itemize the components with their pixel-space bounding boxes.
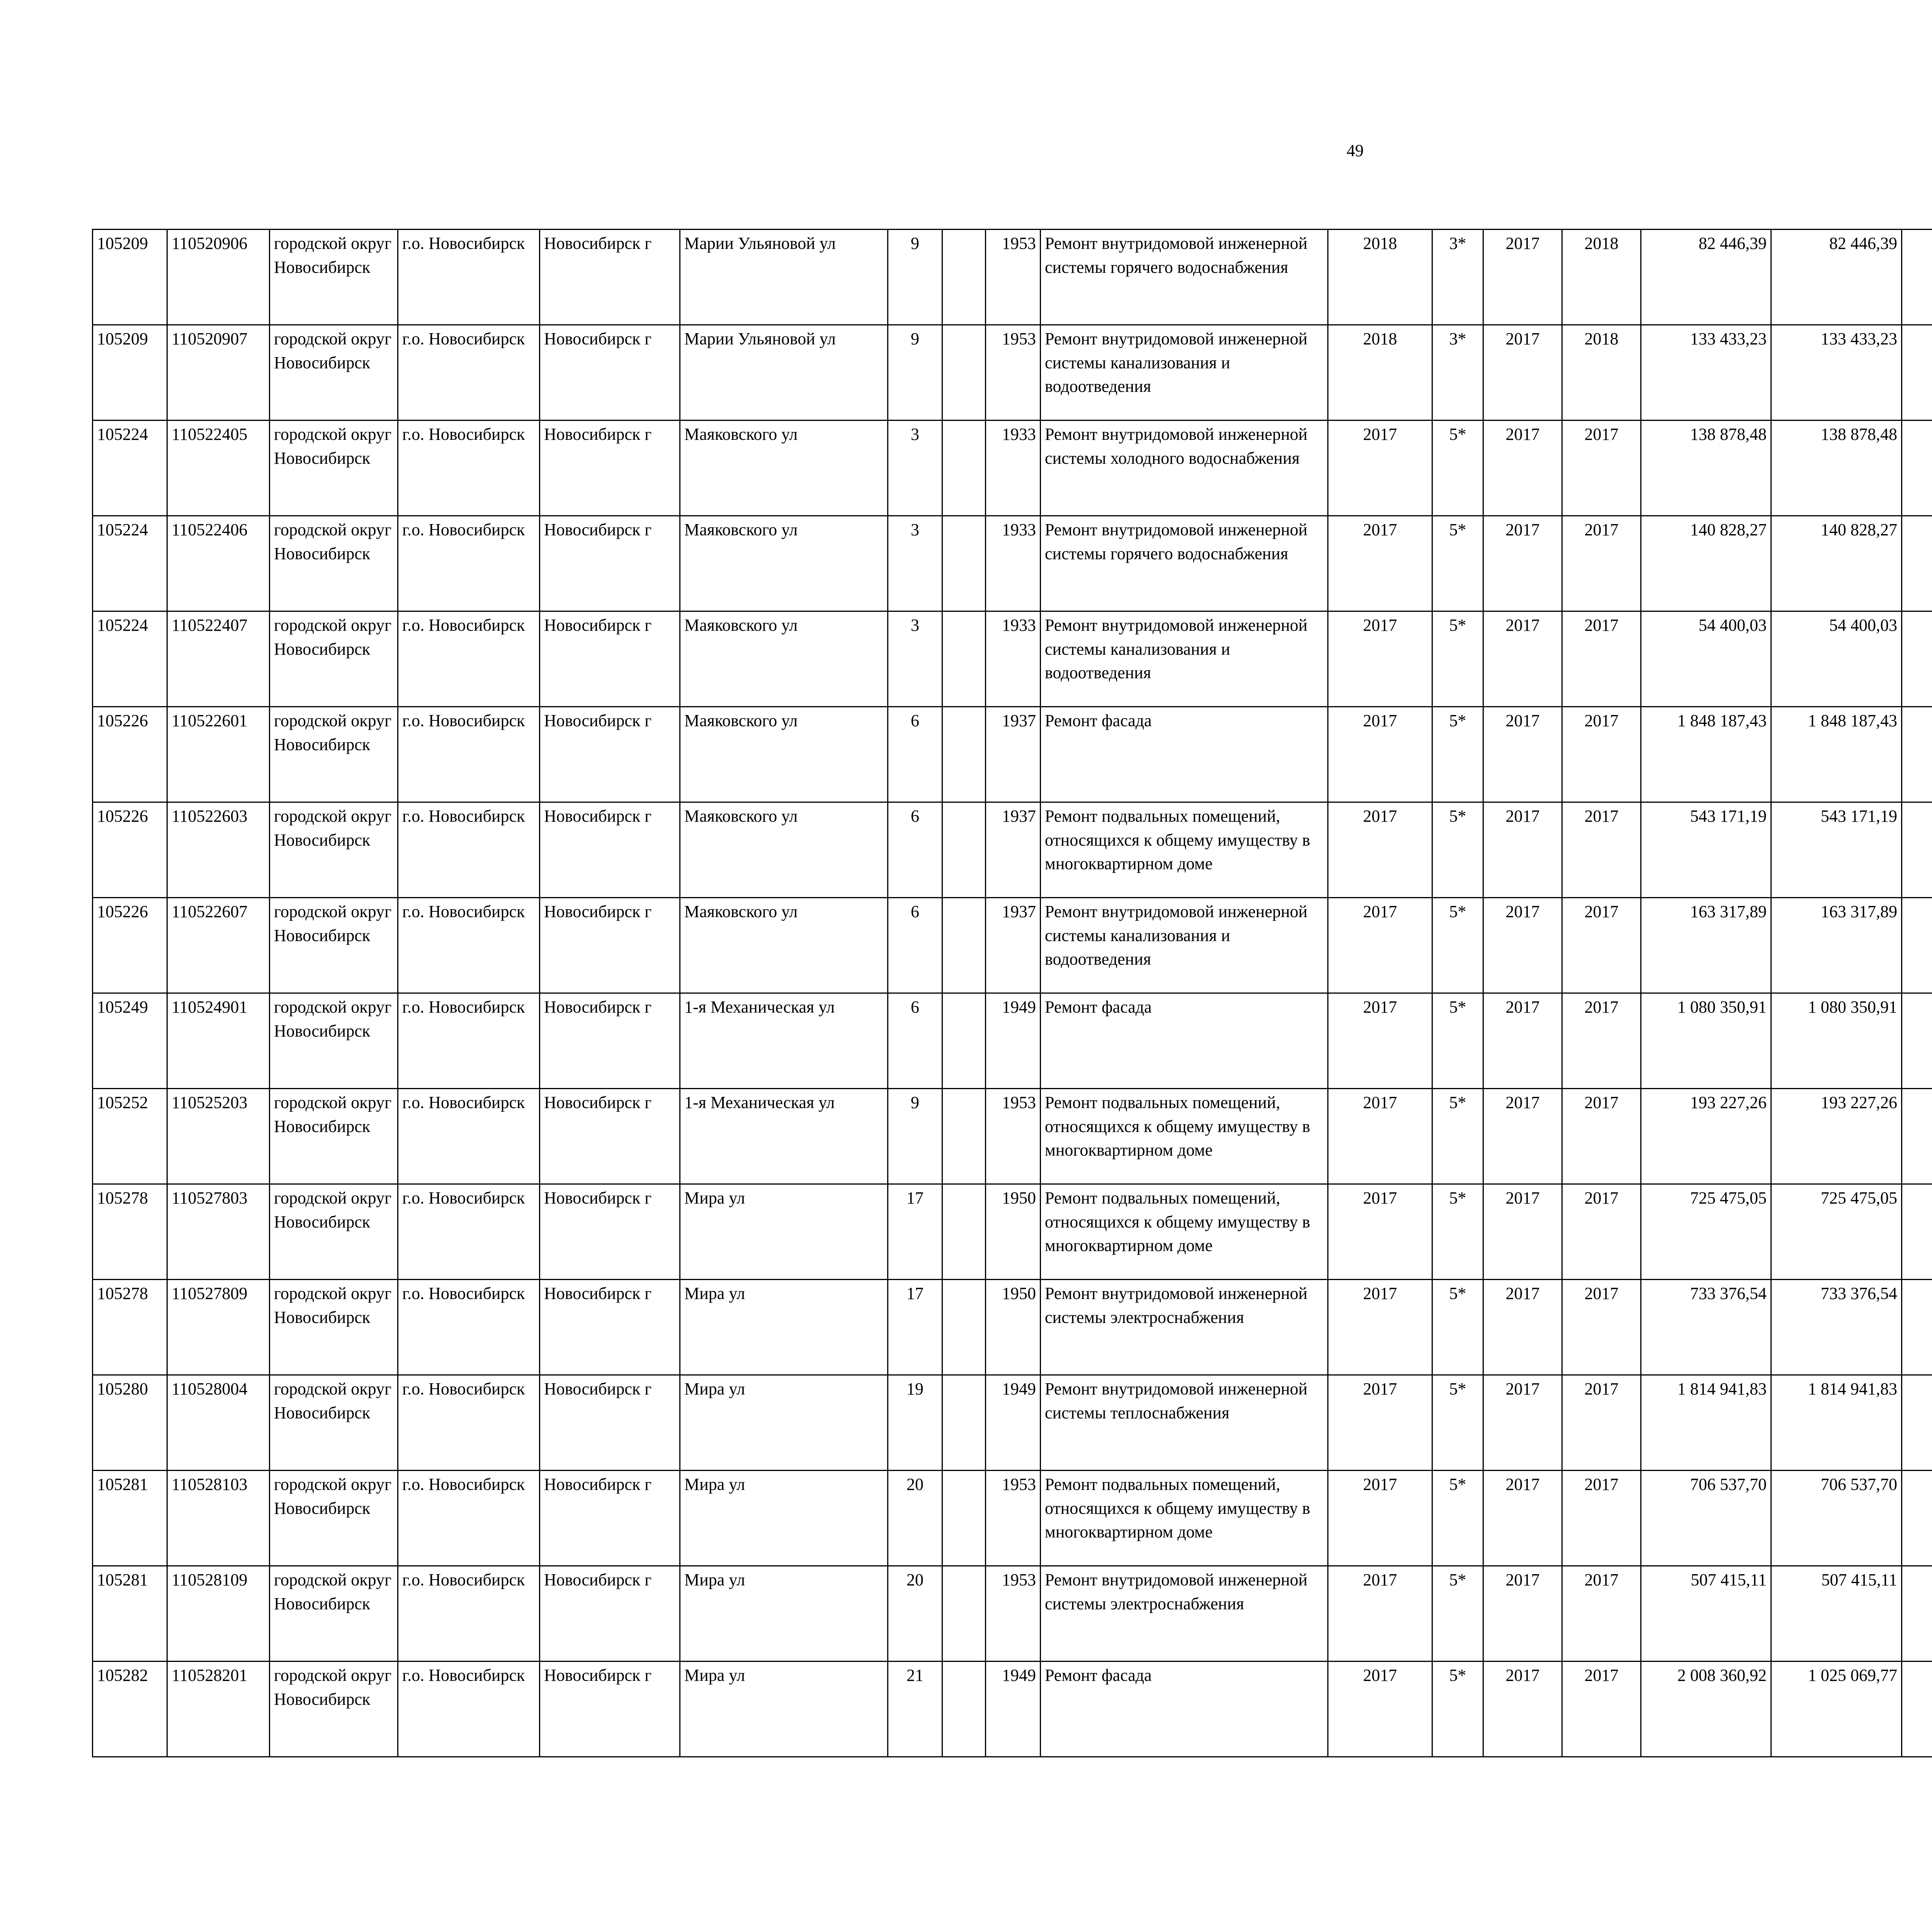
empty-cell (1902, 421, 1932, 516)
row-id-cell: 105278 (93, 1280, 167, 1375)
house-number-cell: 9 (888, 230, 942, 325)
fund-cost-cell: 1 814 941,83 (1771, 1375, 1902, 1471)
building-cell (942, 1566, 986, 1662)
district-cell: городской округ Новосибирск (270, 898, 398, 993)
row-id-cell: 105224 (93, 611, 167, 707)
city-cell: Новосибирск г (540, 1089, 680, 1184)
plan-year-cell: 2017 (1328, 1089, 1432, 1184)
city-cell: Новосибирск г (540, 1280, 680, 1375)
row-id-cell: 105282 (93, 1662, 167, 1757)
year-to-cell: 2017 (1562, 707, 1641, 802)
priority-cell: 5* (1432, 707, 1483, 802)
building-cell (942, 325, 986, 421)
house-number-cell: 20 (888, 1566, 942, 1662)
house-number-cell: 6 (888, 993, 942, 1089)
year-built-cell: 1933 (986, 516, 1041, 611)
row-code-cell: 110522603 (167, 802, 270, 898)
work-type-cell: Ремонт подвальных помещений, относящихся к общему имуществу в многоквартирном доме (1041, 1089, 1328, 1184)
year-from-cell: 2017 (1483, 898, 1562, 993)
building-cell (942, 1184, 986, 1280)
year-to-cell: 2017 (1562, 802, 1641, 898)
total-cost-cell: 54 400,03 (1641, 611, 1771, 707)
work-type-cell: Ремонт фасада (1041, 707, 1328, 802)
municipality-cell: г.о. Новосибирск (398, 230, 540, 325)
plan-year-cell: 2017 (1328, 802, 1432, 898)
building-cell (942, 802, 986, 898)
municipality-cell: г.о. Новосибирск (398, 1662, 540, 1757)
work-type-cell: Ремонт подвальных помещений, относящихся к общему имуществу в многоквартирном доме (1041, 802, 1328, 898)
district-cell: городской округ Новосибирск (270, 325, 398, 421)
year-built-cell: 1933 (986, 611, 1041, 707)
building-cell (942, 421, 986, 516)
year-to-cell: 2017 (1562, 611, 1641, 707)
plan-year-cell: 2017 (1328, 611, 1432, 707)
house-number-cell: 9 (888, 1089, 942, 1184)
street-cell: 1-я Механическая ул (680, 993, 888, 1089)
city-cell: Новосибирск г (540, 898, 680, 993)
row-id-cell: 105252 (93, 1089, 167, 1184)
fund-cost-cell: 133 433,23 (1771, 325, 1902, 421)
city-cell: Новосибирск г (540, 611, 680, 707)
page-number: 49 (1347, 141, 1364, 160)
table-row (93, 516, 1932, 611)
year-built-cell: 1953 (986, 325, 1041, 421)
priority-cell: 5* (1432, 1662, 1483, 1757)
year-built-cell: 1949 (986, 1662, 1041, 1757)
priority-cell: 5* (1432, 611, 1483, 707)
fund-cost-cell: 543 171,19 (1771, 802, 1902, 898)
empty-cell (1902, 802, 1932, 898)
table-row (93, 421, 1932, 516)
priority-cell: 5* (1432, 802, 1483, 898)
year-from-cell: 2017 (1483, 611, 1562, 707)
work-type-cell: Ремонт подвальных помещений, относящихся к общему имуществу в многоквартирном доме (1041, 1471, 1328, 1566)
total-cost-cell: 138 878,48 (1641, 421, 1771, 516)
year-from-cell: 2017 (1483, 1471, 1562, 1566)
city-cell: Новосибирск г (540, 1184, 680, 1280)
fund-cost-cell: 507 415,11 (1771, 1566, 1902, 1662)
house-number-cell: 9 (888, 325, 942, 421)
total-cost-cell: 2 008 360,92 (1641, 1662, 1771, 1757)
building-cell (942, 1280, 986, 1375)
year-from-cell: 2017 (1483, 802, 1562, 898)
work-type-cell: Ремонт подвальных помещений, относящихся к общему имуществу в многоквартирном доме (1041, 1184, 1328, 1280)
plan-year-cell: 2017 (1328, 1662, 1432, 1757)
empty-cell (1902, 1184, 1932, 1280)
total-cost-cell: 507 415,11 (1641, 1566, 1771, 1662)
priority-cell: 5* (1432, 1375, 1483, 1471)
year-from-cell: 2017 (1483, 1566, 1562, 1662)
table-row (93, 802, 1932, 898)
table-row (93, 898, 1932, 993)
year-to-cell: 2017 (1562, 1089, 1641, 1184)
empty-cell (1902, 898, 1932, 993)
empty-cell (1902, 1566, 1932, 1662)
district-cell: городской округ Новосибирск (270, 1566, 398, 1662)
empty-cell (1902, 230, 1932, 325)
house-number-cell: 20 (888, 1471, 942, 1566)
row-id-cell: 105226 (93, 898, 167, 993)
district-cell: городской округ Новосибирск (270, 1471, 398, 1566)
row-code-cell: 110525203 (167, 1089, 270, 1184)
house-number-cell: 3 (888, 421, 942, 516)
work-type-cell: Ремонт внутридомовой инженерной системы горячего водоснабжения (1041, 516, 1328, 611)
work-type-cell: Ремонт внутридомовой инженерной системы электроснабжения (1041, 1280, 1328, 1375)
fund-cost-cell: 138 878,48 (1771, 421, 1902, 516)
year-from-cell: 2017 (1483, 516, 1562, 611)
city-cell: Новосибирск г (540, 707, 680, 802)
total-cost-cell: 193 227,26 (1641, 1089, 1771, 1184)
building-cell (942, 1375, 986, 1471)
total-cost-cell: 133 433,23 (1641, 325, 1771, 421)
row-id-cell: 105249 (93, 993, 167, 1089)
year-built-cell: 1937 (986, 707, 1041, 802)
plan-year-cell: 2017 (1328, 707, 1432, 802)
house-number-cell: 6 (888, 802, 942, 898)
row-code-cell: 110522406 (167, 516, 270, 611)
priority-cell: 5* (1432, 1184, 1483, 1280)
row-code-cell: 110527809 (167, 1280, 270, 1375)
total-cost-cell: 1 814 941,83 (1641, 1375, 1771, 1471)
priority-cell: 5* (1432, 898, 1483, 993)
street-cell: Мира ул (680, 1280, 888, 1375)
year-from-cell: 2017 (1483, 1662, 1562, 1757)
year-to-cell: 2017 (1562, 516, 1641, 611)
year-to-cell: 2017 (1562, 1566, 1641, 1662)
priority-cell: 5* (1432, 516, 1483, 611)
empty-cell (1902, 1662, 1932, 1757)
year-to-cell: 2017 (1562, 1471, 1641, 1566)
municipality-cell: г.о. Новосибирск (398, 1184, 540, 1280)
table-row (93, 1280, 1932, 1375)
year-built-cell: 1937 (986, 898, 1041, 993)
district-cell: городской округ Новосибирск (270, 1089, 398, 1184)
priority-cell: 5* (1432, 1280, 1483, 1375)
empty-cell (1902, 1089, 1932, 1184)
table-row (93, 1662, 1932, 1757)
building-cell (942, 1662, 986, 1757)
municipality-cell: г.о. Новосибирск (398, 325, 540, 421)
year-from-cell: 2017 (1483, 1089, 1562, 1184)
row-id-cell: 105226 (93, 802, 167, 898)
total-cost-cell: 706 537,70 (1641, 1471, 1771, 1566)
row-id-cell: 105281 (93, 1471, 167, 1566)
year-to-cell: 2017 (1562, 898, 1641, 993)
work-type-cell: Ремонт внутридомовой инженерной системы электроснабжения (1041, 1566, 1328, 1662)
total-cost-cell: 733 376,54 (1641, 1280, 1771, 1375)
plan-year-cell: 2017 (1328, 1471, 1432, 1566)
total-cost-cell: 1 080 350,91 (1641, 993, 1771, 1089)
row-id-cell: 105209 (93, 230, 167, 325)
building-cell (942, 898, 986, 993)
plan-year-cell: 2017 (1328, 421, 1432, 516)
work-type-cell: Ремонт внутридомовой инженерной системы канализования и водоотведения (1041, 611, 1328, 707)
empty-cell (1902, 1280, 1932, 1375)
row-id-cell: 105226 (93, 707, 167, 802)
building-cell (942, 611, 986, 707)
fund-cost-cell: 163 317,89 (1771, 898, 1902, 993)
total-cost-cell: 82 446,39 (1641, 230, 1771, 325)
year-built-cell: 1937 (986, 802, 1041, 898)
municipality-cell: г.о. Новосибирск (398, 993, 540, 1089)
city-cell: Новосибирск г (540, 421, 680, 516)
plan-year-cell: 2017 (1328, 993, 1432, 1089)
empty-cell (1902, 1471, 1932, 1566)
building-cell (942, 230, 986, 325)
street-cell: 1-я Механическая ул (680, 1089, 888, 1184)
fund-cost-cell: 140 828,27 (1771, 516, 1902, 611)
district-cell: городской округ Новосибирск (270, 1184, 398, 1280)
fund-cost-cell: 1 848 187,43 (1771, 707, 1902, 802)
fund-cost-cell: 706 537,70 (1771, 1471, 1902, 1566)
municipality-cell: г.о. Новосибирск (398, 898, 540, 993)
house-number-cell: 6 (888, 707, 942, 802)
year-built-cell: 1949 (986, 993, 1041, 1089)
year-built-cell: 1953 (986, 230, 1041, 325)
municipality-cell: г.о. Новосибирск (398, 802, 540, 898)
district-cell: городской округ Новосибирск (270, 611, 398, 707)
plan-year-cell: 2017 (1328, 1375, 1432, 1471)
table-row (93, 1471, 1932, 1566)
year-built-cell: 1950 (986, 1280, 1041, 1375)
street-cell: Мира ул (680, 1566, 888, 1662)
year-built-cell: 1949 (986, 1375, 1041, 1471)
municipality-cell: г.о. Новосибирск (398, 421, 540, 516)
row-code-cell: 110527803 (167, 1184, 270, 1280)
table-row (93, 1089, 1932, 1184)
priority-cell: 5* (1432, 1566, 1483, 1662)
municipality-cell: г.о. Новосибирск (398, 1471, 540, 1566)
house-number-cell: 3 (888, 611, 942, 707)
year-to-cell: 2018 (1562, 230, 1641, 325)
house-number-cell: 17 (888, 1280, 942, 1375)
city-cell: Новосибирск г (540, 1375, 680, 1471)
empty-cell (1902, 707, 1932, 802)
street-cell: Мира ул (680, 1375, 888, 1471)
year-from-cell: 2017 (1483, 325, 1562, 421)
table-row (93, 611, 1932, 707)
plan-year-cell: 2018 (1328, 325, 1432, 421)
municipality-cell: г.о. Новосибирск (398, 1566, 540, 1662)
fund-cost-cell: 725 475,05 (1771, 1184, 1902, 1280)
row-code-cell: 110522407 (167, 611, 270, 707)
total-cost-cell: 163 317,89 (1641, 898, 1771, 993)
table-row (93, 707, 1932, 802)
fund-cost-cell: 733 376,54 (1771, 1280, 1902, 1375)
table-body (93, 230, 1932, 1757)
total-cost-cell: 140 828,27 (1641, 516, 1771, 611)
year-from-cell: 2017 (1483, 1280, 1562, 1375)
municipality-cell: г.о. Новосибирск (398, 1375, 540, 1471)
year-to-cell: 2017 (1562, 1184, 1641, 1280)
priority-cell: 5* (1432, 1471, 1483, 1566)
plan-year-cell: 2017 (1328, 516, 1432, 611)
fund-cost-cell: 1 025 069,77 (1771, 1662, 1902, 1757)
municipality-cell: г.о. Новосибирск (398, 1280, 540, 1375)
building-cell (942, 516, 986, 611)
year-from-cell: 2017 (1483, 993, 1562, 1089)
city-cell: Новосибирск г (540, 1471, 680, 1566)
year-from-cell: 2017 (1483, 1375, 1562, 1471)
row-code-cell: 110528201 (167, 1662, 270, 1757)
work-type-cell: Ремонт фасада (1041, 1662, 1328, 1757)
total-cost-cell: 1 848 187,43 (1641, 707, 1771, 802)
city-cell: Новосибирск г (540, 230, 680, 325)
work-type-cell: Ремонт фасада (1041, 993, 1328, 1089)
row-code-cell: 110522607 (167, 898, 270, 993)
row-id-cell: 105280 (93, 1375, 167, 1471)
municipality-cell: г.о. Новосибирск (398, 516, 540, 611)
street-cell: Маяковского ул (680, 611, 888, 707)
year-from-cell: 2017 (1483, 230, 1562, 325)
fund-cost-cell: 54 400,03 (1771, 611, 1902, 707)
municipality-cell: г.о. Новосибирск (398, 1089, 540, 1184)
work-type-cell: Ремонт внутридомовой инженерной системы холодного водоснабжения (1041, 421, 1328, 516)
year-to-cell: 2017 (1562, 1375, 1641, 1471)
municipality-cell: г.о. Новосибирск (398, 611, 540, 707)
priority-cell: 5* (1432, 421, 1483, 516)
row-code-cell: 110528004 (167, 1375, 270, 1471)
city-cell: Новосибирск г (540, 516, 680, 611)
table-row (93, 1375, 1932, 1471)
table-row (93, 230, 1932, 325)
table-row (93, 993, 1932, 1089)
empty-cell (1902, 611, 1932, 707)
fund-cost-cell: 193 227,26 (1771, 1089, 1902, 1184)
row-id-cell: 105224 (93, 421, 167, 516)
table-row (93, 325, 1932, 421)
row-id-cell: 105209 (93, 325, 167, 421)
city-cell: Новосибирск г (540, 802, 680, 898)
table-row (93, 1184, 1932, 1280)
district-cell: городской округ Новосибирск (270, 516, 398, 611)
fund-cost-cell: 82 446,39 (1771, 230, 1902, 325)
year-from-cell: 2017 (1483, 707, 1562, 802)
work-type-cell: Ремонт внутридомовой инженерной системы канализования и водоотведения (1041, 325, 1328, 421)
city-cell: Новосибирск г (540, 325, 680, 421)
row-code-cell: 110524901 (167, 993, 270, 1089)
house-number-cell: 19 (888, 1375, 942, 1471)
building-cell (942, 1471, 986, 1566)
total-cost-cell: 543 171,19 (1641, 802, 1771, 898)
row-code-cell: 110520907 (167, 325, 270, 421)
row-code-cell: 110520906 (167, 230, 270, 325)
row-id-cell: 105278 (93, 1184, 167, 1280)
year-to-cell: 2017 (1562, 993, 1641, 1089)
plan-year-cell: 2017 (1328, 898, 1432, 993)
year-to-cell: 2017 (1562, 1662, 1641, 1757)
year-to-cell: 2018 (1562, 325, 1641, 421)
district-cell: городской округ Новосибирск (270, 1375, 398, 1471)
row-code-cell: 110528109 (167, 1566, 270, 1662)
row-code-cell: 110522405 (167, 421, 270, 516)
street-cell: Мира ул (680, 1184, 888, 1280)
street-cell: Марии Ульяновой ул (680, 230, 888, 325)
plan-year-cell: 2017 (1328, 1280, 1432, 1375)
district-cell: городской округ Новосибирск (270, 421, 398, 516)
row-id-cell: 105224 (93, 516, 167, 611)
city-cell: Новосибирск г (540, 1566, 680, 1662)
priority-cell: 5* (1432, 1089, 1483, 1184)
priority-cell: 5* (1432, 993, 1483, 1089)
year-built-cell: 1953 (986, 1089, 1041, 1184)
year-built-cell: 1933 (986, 421, 1041, 516)
street-cell: Мира ул (680, 1662, 888, 1757)
district-cell: городской округ Новосибирск (270, 802, 398, 898)
city-cell: Новосибирск г (540, 1662, 680, 1757)
district-cell: городской округ Новосибирск (270, 707, 398, 802)
year-built-cell: 1950 (986, 1184, 1041, 1280)
table-row (93, 1566, 1932, 1662)
priority-cell: 3* (1432, 325, 1483, 421)
work-type-cell: Ремонт внутридомовой инженерной системы теплоснабжения (1041, 1375, 1328, 1471)
empty-cell (1902, 1375, 1932, 1471)
year-from-cell: 2017 (1483, 1184, 1562, 1280)
city-cell: Новосибирск г (540, 993, 680, 1089)
district-cell: городской округ Новосибирск (270, 1662, 398, 1757)
work-type-cell: Ремонт внутридомовой инженерной системы канализования и водоотведения (1041, 898, 1328, 993)
district-cell: городской округ Новосибирск (270, 230, 398, 325)
house-number-cell: 17 (888, 1184, 942, 1280)
plan-year-cell: 2017 (1328, 1184, 1432, 1280)
house-number-cell: 6 (888, 898, 942, 993)
fund-cost-cell: 1 080 350,91 (1771, 993, 1902, 1089)
year-to-cell: 2017 (1562, 421, 1641, 516)
row-code-cell: 110522601 (167, 707, 270, 802)
priority-cell: 3* (1432, 230, 1483, 325)
house-number-cell: 21 (888, 1662, 942, 1757)
row-code-cell: 110528103 (167, 1471, 270, 1566)
street-cell: Маяковского ул (680, 516, 888, 611)
repair-program-table (92, 229, 1932, 1757)
street-cell: Маяковского ул (680, 421, 888, 516)
plan-year-cell: 2018 (1328, 230, 1432, 325)
street-cell: Маяковского ул (680, 707, 888, 802)
row-id-cell: 105281 (93, 1566, 167, 1662)
district-cell: городской округ Новосибирск (270, 993, 398, 1089)
empty-cell (1902, 325, 1932, 421)
building-cell (942, 993, 986, 1089)
work-type-cell: Ремонт внутридомовой инженерной системы горячего водоснабжения (1041, 230, 1328, 325)
street-cell: Маяковского ул (680, 802, 888, 898)
plan-year-cell: 2017 (1328, 1566, 1432, 1662)
building-cell (942, 1089, 986, 1184)
house-number-cell: 3 (888, 516, 942, 611)
empty-cell (1902, 993, 1932, 1089)
street-cell: Мира ул (680, 1471, 888, 1566)
district-cell: городской округ Новосибирск (270, 1280, 398, 1375)
municipality-cell: г.о. Новосибирск (398, 707, 540, 802)
year-to-cell: 2017 (1562, 1280, 1641, 1375)
street-cell: Маяковского ул (680, 898, 888, 993)
year-built-cell: 1953 (986, 1471, 1041, 1566)
total-cost-cell: 725 475,05 (1641, 1184, 1771, 1280)
street-cell: Марии Ульяновой ул (680, 325, 888, 421)
year-from-cell: 2017 (1483, 421, 1562, 516)
year-built-cell: 1953 (986, 1566, 1041, 1662)
empty-cell (1902, 516, 1932, 611)
building-cell (942, 707, 986, 802)
